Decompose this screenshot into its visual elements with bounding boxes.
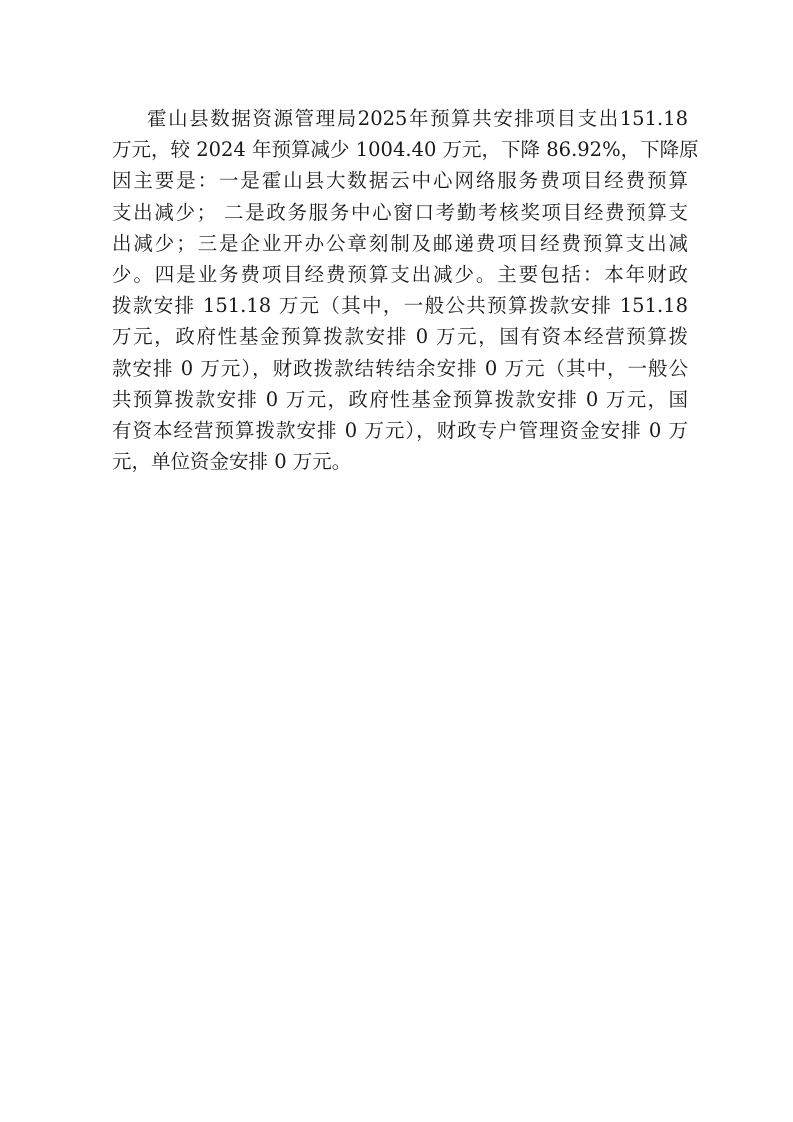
paragraph-line-3: 因主要是：一是霍山县大数据云中心网络服务费项目经费预算 (112, 169, 688, 193)
budget-paragraph (112, 103, 699, 477)
paragraph-line-12: 元，单位资金安排 0 万元。 (112, 450, 352, 474)
paragraph-line-1: 霍山县数据资源管理局2025年预算共安排项目支出151.18 (147, 107, 688, 130)
paragraph-line-7: 拨款安排 151.18 万元（其中，一般公共预算拨款安排 151.18 (112, 294, 688, 318)
paragraph-line-8: 万元，政府性基金预算拨款安排 0 万元，国有资本经营预算拨 (112, 325, 688, 349)
paragraph-line-11: 有资本经营预算拨款安排 0 万元），财政专户管理资金安排 0 万 (112, 418, 688, 442)
paragraph-line-2: 万元，较 2024 年预算减少 1004.40 万元，下降 86.92%，下降原 (112, 138, 699, 162)
paragraph-line-4: 支出减少； 二是政务服务中心窗口考勤考核奖项目经费预算支 (112, 200, 688, 224)
paragraph-line-5: 出减少；三是企业开办公章刻制及邮递费项目经费预算支出减 (112, 231, 688, 255)
paragraph-line-10: 共预算拨款安排 0 万元，政府性基金预算拨款安排 0 万元，国 (112, 387, 688, 411)
paragraph-line-9: 款安排 0 万元），财政拨款结转结余安排 0 万元（其中，一般公 (112, 356, 688, 380)
paragraph-line-6: 少。四是业务费项目经费预算支出减少。主要包括：本年财政 (112, 262, 688, 286)
